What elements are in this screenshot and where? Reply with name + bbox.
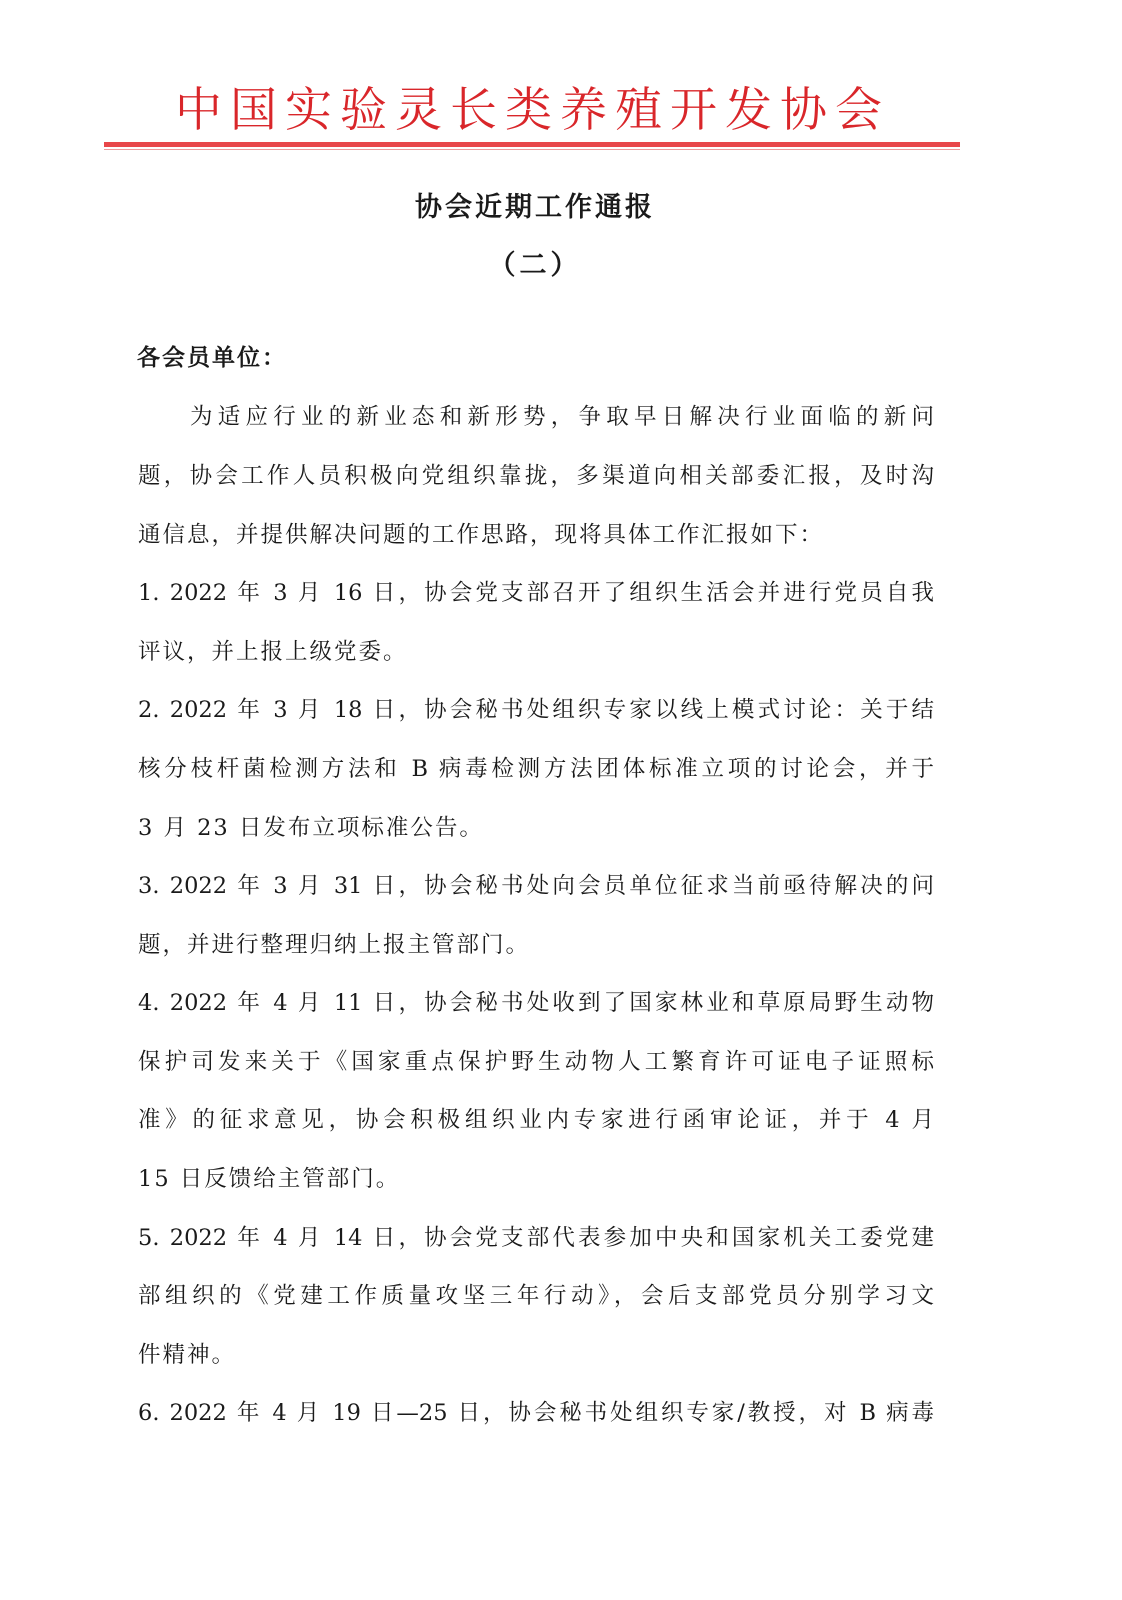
body-line: 准》的征求意见，协会积极组织业内专家进行函审论证，并于 4 月 [138,1107,934,1133]
document-subtitle: （二） [488,250,582,281]
org-letterhead: 中国实验灵长类养殖开发协会 [175,83,890,138]
body-line: 核分枝杆菌检测方法和 B 病毒检测方法团体标准立项的讨论会，并于 [138,756,934,782]
document-title: 协会近期工作通报 [415,192,655,223]
body-line: 3 月 23 日发布立项标准公告。 [138,815,484,841]
body-line: 为适应行业的新业态和新形势，争取早日解决行业面临的新问 [190,404,934,430]
body-line: 3. 2022 年 3 月 31 日，协会秘书处向会员单位征求当前亟待解决的问 [138,873,934,899]
body-line: 4. 2022 年 4 月 11 日，协会秘书处收到了国家林业和草原局野生动物 [138,990,934,1016]
body-line: 题，协会工作人员积极向党组织靠拢，多渠道向相关部委汇报，及时沟 [138,463,934,489]
body-line: 件精神。 [138,1342,237,1368]
body-line: 保护司发来关于《国家重点保护野生动物人工繁育许可证电子证照标 [138,1049,934,1075]
body-line: 2. 2022 年 3 月 18 日，协会秘书处组织专家以线上模式讨论：关于结 [138,697,934,723]
body-line: 6. 2022 年 4 月 19 日—25 日，协会秘书处组织专家/教授，对 B 病毒 [138,1400,934,1426]
body-line: 通信息，并提供解决问题的工作思路，现将具体工作汇报如下： [138,522,825,548]
body-line: 部组织的《党建工作质量攻坚三年行动》，会后支部党员分别学习文 [138,1283,934,1309]
body-line: 15 日反馈给主管部门。 [138,1166,401,1192]
body-line: 1. 2022 年 3 月 16 日，协会党支部召开了组织生活会并进行党员自我 [138,580,934,606]
body-line: 题，并进行整理归纳上报主管部门。 [138,932,531,958]
body-line: 评议，并上报上级党委。 [138,639,408,665]
letterhead-rule [104,142,960,147]
salutation: 各会员单位： [137,345,287,371]
body-line: 5. 2022 年 4 月 14 日，协会党支部代表参加中央和国家机关工委党建 [138,1225,934,1251]
letterhead-rule-thin [104,149,960,150]
